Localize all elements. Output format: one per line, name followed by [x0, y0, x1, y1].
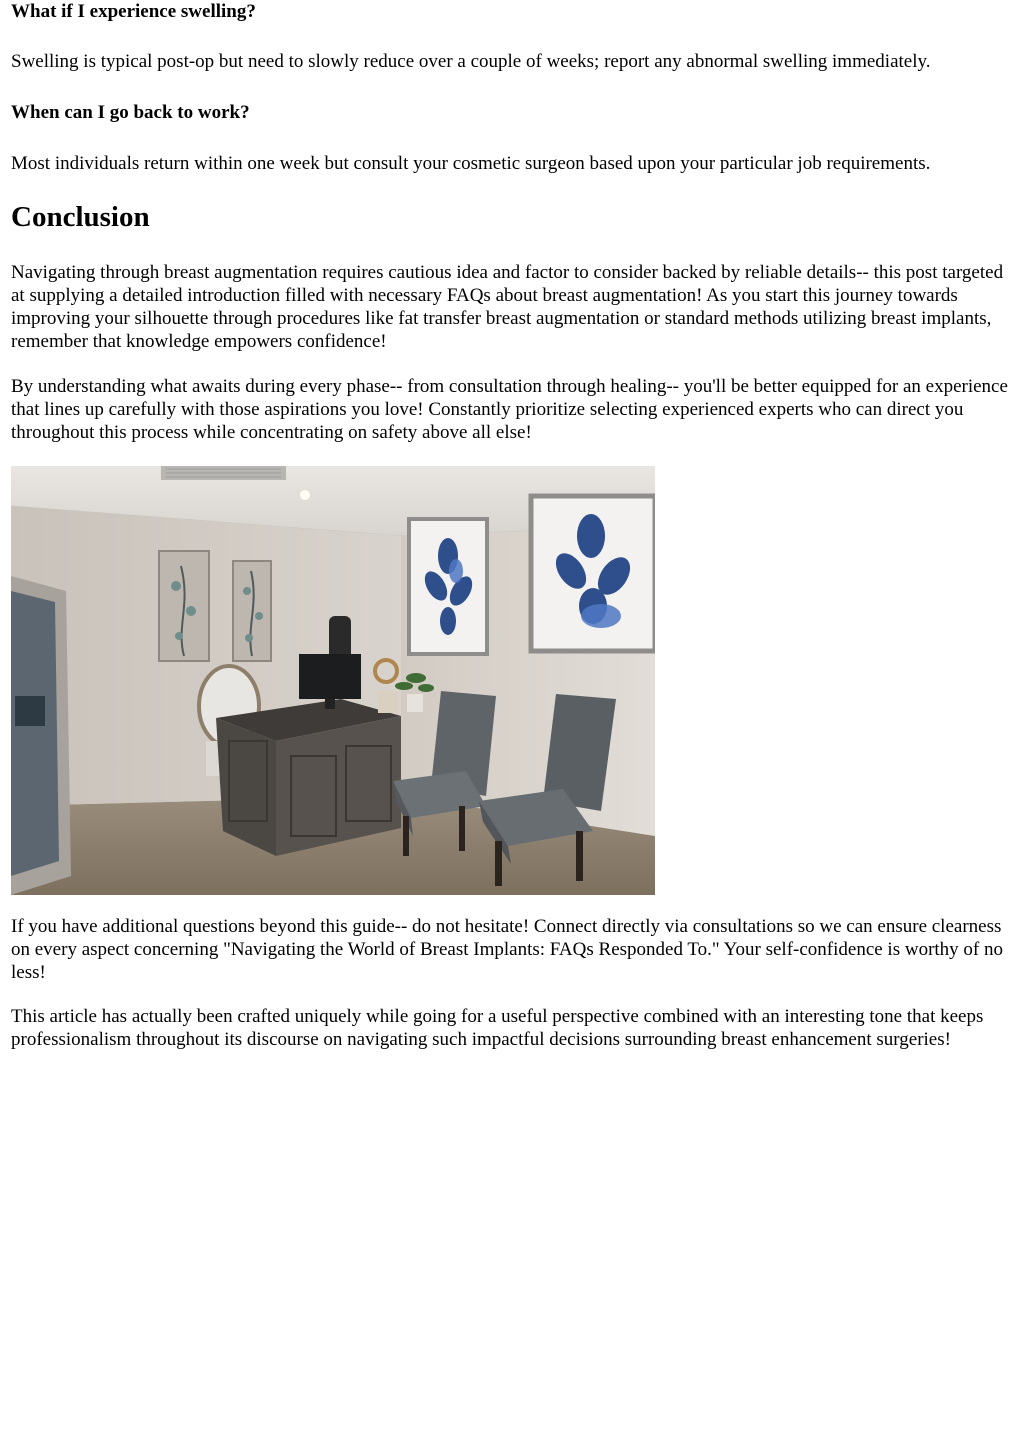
closing-paragraph: If you have additional questions beyond this guide-- do not hesitate! Connect directly via consultations so we can ensure clearness on every aspect concerning "Navigating the World of Breast Implants: FAQs Responded To." Your self-confidence is worthy of no less!: [11, 916, 1004, 983]
faq-question-swelling: What if I experience swelling?: [11, 1, 256, 22]
conclusion-heading: Conclusion: [11, 201, 150, 233]
faq-question-work: When can I go back to work?: [11, 102, 250, 123]
conclusion-paragraph: By understanding what awaits during every phase-- from consultation through healing-- you'll be better equipped for an experience that lines up carefully with those aspirations you love! Constantly prioritize selecting experienced experts who can direct you throughout this process while concentrating on safety above all else!: [11, 376, 1008, 443]
faq-answer-swelling: Swelling is typical post-op but need to slowly reduce over a couple of weeks; report any abnormal swelling immediately.: [11, 51, 931, 72]
conclusion-paragraph: Navigating through breast augmentation requires cautious idea and factor to consider backed by reliable details-- this post targeted at supplying a detailed introduction filled with necessary FAQs about breast augmentation! As you start this journey towards improving your silhouette through procedures like fat transfer breast augmentation or standard methods utilizing breast implants, remember that knowledge empowers confidence!: [11, 262, 1004, 352]
faq-answer-work: Most individuals return within one week but consult your cosmetic surgeon based upon your particular job requirements.: [11, 153, 931, 174]
office-photo: [11, 466, 655, 895]
closing-paragraph: This article has actually been crafted uniquely while going for a useful perspective combined with an interesting tone that keeps professionalism throughout its discourse on navigating such impactful decisions surrounding breast enhancement surgeries!: [11, 1006, 984, 1050]
